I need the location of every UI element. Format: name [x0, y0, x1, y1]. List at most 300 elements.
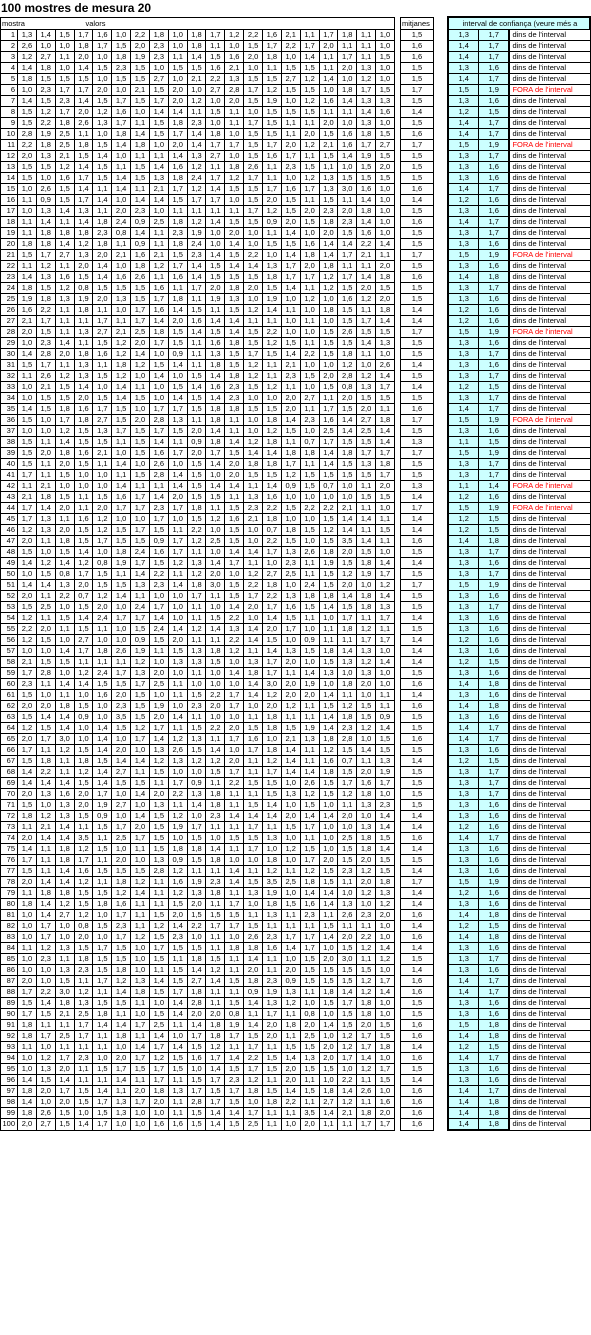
value-cell[interactable]: 1,0	[131, 371, 150, 382]
value-cell[interactable]: 1,2	[319, 283, 338, 294]
value-cell[interactable]: 1,0	[357, 899, 376, 910]
value-cell[interactable]: 2,2	[262, 503, 281, 514]
value-cell[interactable]: 1,0	[206, 239, 225, 250]
value-cell[interactable]: 1,0	[168, 591, 187, 602]
ci-upper-cell[interactable]: 1,6	[478, 998, 509, 1009]
value-cell[interactable]: 1,6	[187, 1053, 206, 1064]
value-cell[interactable]: 1,7	[376, 1119, 395, 1131]
value-cell[interactable]: 1,0	[112, 1119, 131, 1131]
value-cell[interactable]: 1,0	[168, 833, 187, 844]
value-cell[interactable]: 2,2	[262, 591, 281, 602]
value-cell[interactable]: 2,5	[149, 679, 168, 690]
value-cell[interactable]: 1,8	[93, 217, 112, 228]
value-cell[interactable]: 1,6	[206, 63, 225, 74]
value-cell[interactable]: 1,9	[168, 822, 187, 833]
value-cell[interactable]: 1,8	[262, 52, 281, 63]
value-cell[interactable]: 1,8	[112, 129, 131, 140]
ci-lower-cell[interactable]: 1,3	[448, 668, 478, 679]
value-cell[interactable]: 1,4	[262, 481, 281, 492]
value-cell[interactable]: 2,8	[18, 129, 37, 140]
value-cell[interactable]: 1,5	[18, 800, 37, 811]
ci-lower-cell[interactable]: 1,3	[448, 206, 478, 217]
value-cell[interactable]: 1,0	[18, 382, 37, 393]
value-cell[interactable]: 1,8	[300, 250, 319, 261]
value-cell[interactable]: 1,0	[319, 1075, 338, 1086]
value-cell[interactable]: 1,0	[36, 173, 55, 184]
value-cell[interactable]: 1,1	[74, 503, 93, 514]
value-cell[interactable]: 1,5	[225, 833, 244, 844]
sample-number-cell[interactable]: 98	[1, 1097, 18, 1108]
value-cell[interactable]: 1,7	[55, 1053, 74, 1064]
status-cell[interactable]: dins de l'interval	[509, 646, 590, 657]
value-cell[interactable]: 2,7	[262, 569, 281, 580]
value-cell[interactable]: 1,5	[338, 459, 357, 470]
value-cell[interactable]: 1,5	[18, 448, 37, 459]
value-cell[interactable]: 1,7	[36, 921, 55, 932]
value-cell[interactable]: 1,5	[376, 525, 395, 536]
value-cell[interactable]: 1,4	[149, 734, 168, 745]
value-cell[interactable]: 1,8	[187, 580, 206, 591]
value-cell[interactable]: 1,0	[281, 800, 300, 811]
value-cell[interactable]: 2,0	[244, 283, 263, 294]
value-cell[interactable]: 1,0	[206, 118, 225, 129]
value-cell[interactable]: 1,8	[262, 723, 281, 734]
value-cell[interactable]: 1,5	[262, 1053, 281, 1064]
sample-number-cell[interactable]: 22	[1, 261, 18, 272]
value-cell[interactable]: 1,3	[187, 789, 206, 800]
value-cell[interactable]: 1,5	[262, 283, 281, 294]
value-cell[interactable]: 1,5	[74, 899, 93, 910]
value-cell[interactable]: 1,4	[281, 349, 300, 360]
value-cell[interactable]: 1,1	[300, 1075, 319, 1086]
value-cell[interactable]: 1,0	[168, 30, 187, 41]
value-cell[interactable]: 1,4	[376, 371, 395, 382]
value-cell[interactable]: 2,0	[149, 789, 168, 800]
value-cell[interactable]: 1,5	[149, 635, 168, 646]
value-cell[interactable]: 1,8	[55, 888, 74, 899]
value-cell[interactable]: 1,8	[244, 976, 263, 987]
value-cell[interactable]: 2,3	[300, 910, 319, 921]
value-cell[interactable]: 1,4	[187, 140, 206, 151]
value-cell[interactable]: 1,4	[36, 503, 55, 514]
ci-lower-cell[interactable]: 1,3	[448, 30, 478, 41]
value-cell[interactable]: 1,5	[55, 74, 74, 85]
value-cell[interactable]: 1,7	[187, 822, 206, 833]
value-cell[interactable]: 1,4	[149, 1031, 168, 1042]
value-cell[interactable]: 1,5	[357, 492, 376, 503]
value-cell[interactable]: 2,0	[262, 1020, 281, 1031]
status-cell[interactable]: dins de l'interval	[509, 723, 590, 734]
value-cell[interactable]: 1,0	[93, 701, 112, 712]
value-cell[interactable]: 1,5	[168, 965, 187, 976]
value-cell[interactable]: 1,5	[149, 118, 168, 129]
value-cell[interactable]: 1,1	[281, 910, 300, 921]
value-cell[interactable]: 1,6	[149, 283, 168, 294]
value-cell[interactable]: 2,2	[225, 613, 244, 624]
value-cell[interactable]: 1,1	[112, 437, 131, 448]
value-cell[interactable]: 1,9	[131, 646, 150, 657]
value-cell[interactable]: 1,4	[225, 866, 244, 877]
status-cell[interactable]: dins de l'interval	[509, 162, 590, 173]
status-cell[interactable]: dins de l'interval	[509, 426, 590, 437]
status-cell[interactable]: FORA de l'interval	[509, 503, 590, 514]
value-cell[interactable]: 1,0	[225, 932, 244, 943]
value-cell[interactable]: 1,1	[300, 118, 319, 129]
status-cell[interactable]: dins de l'interval	[509, 657, 590, 668]
value-cell[interactable]: 1,7	[149, 943, 168, 954]
value-cell[interactable]: 1,1	[319, 393, 338, 404]
value-cell[interactable]: 2,5	[36, 602, 55, 613]
value-cell[interactable]: 1,2	[338, 360, 357, 371]
value-cell[interactable]: 1,1	[300, 338, 319, 349]
ci-upper-cell[interactable]: 1,6	[478, 800, 509, 811]
status-cell[interactable]: dins de l'interval	[509, 173, 590, 184]
value-cell[interactable]: 1,9	[357, 151, 376, 162]
value-cell[interactable]: 1,5	[376, 151, 395, 162]
value-cell[interactable]: 1,0	[74, 1108, 93, 1119]
ci-lower-cell[interactable]: 1,4	[448, 1053, 478, 1064]
value-cell[interactable]: 1,7	[168, 987, 187, 998]
value-cell[interactable]: 1,1	[319, 910, 338, 921]
sample-number-cell[interactable]: 47	[1, 536, 18, 547]
value-cell[interactable]: 1,1	[74, 822, 93, 833]
mean-cell[interactable]: 1,5	[400, 800, 433, 811]
ci-lower-cell[interactable]: 1,3	[448, 151, 478, 162]
value-cell[interactable]: 2,2	[18, 140, 37, 151]
sample-number-cell[interactable]: 39	[1, 448, 18, 459]
value-cell[interactable]: 3,0	[55, 987, 74, 998]
value-cell[interactable]: 1,7	[149, 1064, 168, 1075]
mean-cell[interactable]: 1,6	[400, 184, 433, 195]
value-cell[interactable]: 1,5	[149, 987, 168, 998]
value-cell[interactable]: 1,4	[376, 943, 395, 954]
value-cell[interactable]: 1,0	[244, 536, 263, 547]
value-cell[interactable]: 1,7	[338, 998, 357, 1009]
value-cell[interactable]: 2,3	[338, 217, 357, 228]
sample-number-cell[interactable]: 78	[1, 877, 18, 888]
value-cell[interactable]: 1,7	[149, 426, 168, 437]
status-cell[interactable]: dins de l'interval	[509, 899, 590, 910]
value-cell[interactable]: 1,3	[262, 910, 281, 921]
value-cell[interactable]: 1,2	[206, 1042, 225, 1053]
value-cell[interactable]: 1,1	[300, 569, 319, 580]
value-cell[interactable]: 1,5	[338, 943, 357, 954]
value-cell[interactable]: 2,1	[18, 316, 37, 327]
value-cell[interactable]: 1,2	[168, 811, 187, 822]
value-cell[interactable]: 0,9	[74, 712, 93, 723]
value-cell[interactable]: 1,6	[55, 272, 74, 283]
value-cell[interactable]: 1,0	[112, 305, 131, 316]
value-cell[interactable]: 1,5	[74, 272, 93, 283]
value-cell[interactable]: 2,7	[376, 140, 395, 151]
value-cell[interactable]: 2,8	[149, 415, 168, 426]
value-cell[interactable]: 1,0	[112, 844, 131, 855]
value-cell[interactable]: 1,4	[36, 877, 55, 888]
value-cell[interactable]: 2,0	[262, 195, 281, 206]
mean-cell[interactable]: 1,4	[400, 646, 433, 657]
value-cell[interactable]: 1,5	[93, 679, 112, 690]
value-cell[interactable]: 2,7	[206, 151, 225, 162]
value-cell[interactable]: 1,1	[225, 1042, 244, 1053]
value-cell[interactable]: 1,0	[187, 932, 206, 943]
sample-number-cell[interactable]: 55	[1, 624, 18, 635]
value-cell[interactable]: 0,9	[149, 536, 168, 547]
value-cell[interactable]: 2,0	[357, 855, 376, 866]
ci-upper-cell[interactable]: 1,6	[478, 360, 509, 371]
value-cell[interactable]: 1,2	[187, 536, 206, 547]
value-cell[interactable]: 1,0	[131, 800, 150, 811]
value-cell[interactable]: 1,8	[225, 338, 244, 349]
value-cell[interactable]: 0,9	[281, 976, 300, 987]
ci-lower-cell[interactable]: 1,4	[448, 536, 478, 547]
value-cell[interactable]: 2,0	[55, 503, 74, 514]
value-cell[interactable]: 1,1	[206, 503, 225, 514]
value-cell[interactable]: 1,4	[55, 866, 74, 877]
value-cell[interactable]: 2,3	[262, 932, 281, 943]
value-cell[interactable]: 2,0	[281, 1064, 300, 1075]
header-means[interactable]: mitjanes	[400, 17, 433, 30]
value-cell[interactable]: 1,0	[131, 514, 150, 525]
value-cell[interactable]: 1,0	[376, 228, 395, 239]
value-cell[interactable]: 1,5	[206, 954, 225, 965]
value-cell[interactable]: 1,4	[74, 679, 93, 690]
value-cell[interactable]: 1,0	[149, 206, 168, 217]
mean-cell[interactable]: 1,6	[400, 910, 433, 921]
value-cell[interactable]: 2,0	[18, 976, 37, 987]
value-cell[interactable]: 1,3	[225, 294, 244, 305]
value-cell[interactable]: 1,8	[357, 844, 376, 855]
value-cell[interactable]: 1,1	[319, 635, 338, 646]
value-cell[interactable]: 1,7	[357, 448, 376, 459]
status-cell[interactable]: dins de l'interval	[509, 52, 590, 63]
ci-lower-cell[interactable]: 1,3	[448, 1064, 478, 1075]
value-cell[interactable]: 1,1	[206, 987, 225, 998]
value-cell[interactable]: 1,1	[225, 789, 244, 800]
value-cell[interactable]: 1,8	[376, 305, 395, 316]
status-cell[interactable]: dins de l'interval	[509, 448, 590, 459]
value-cell[interactable]: 1,8	[18, 811, 37, 822]
value-cell[interactable]: 1,1	[36, 1020, 55, 1031]
value-cell[interactable]: 1,4	[376, 811, 395, 822]
value-cell[interactable]: 1,2	[187, 184, 206, 195]
value-cell[interactable]: 1,5	[74, 778, 93, 789]
value-cell[interactable]: 1,5	[18, 459, 37, 470]
status-cell[interactable]: dins de l'interval	[509, 63, 590, 74]
value-cell[interactable]: 1,4	[55, 723, 74, 734]
value-cell[interactable]: 1,4	[112, 459, 131, 470]
value-cell[interactable]: 1,5	[36, 74, 55, 85]
value-cell[interactable]: 1,2	[74, 767, 93, 778]
value-cell[interactable]: 1,2	[112, 349, 131, 360]
value-cell[interactable]: 1,9	[262, 96, 281, 107]
value-cell[interactable]: 1,1	[244, 481, 263, 492]
value-cell[interactable]: 1,8	[131, 987, 150, 998]
value-cell[interactable]: 1,5	[281, 206, 300, 217]
value-cell[interactable]: 1,1	[36, 437, 55, 448]
status-cell[interactable]: dins de l'interval	[509, 1064, 590, 1075]
value-cell[interactable]: 0,7	[74, 591, 93, 602]
mean-cell[interactable]: 1,4	[400, 195, 433, 206]
value-cell[interactable]: 2,0	[244, 965, 263, 976]
sample-number-cell[interactable]: 81	[1, 910, 18, 921]
value-cell[interactable]: 1,3	[168, 415, 187, 426]
value-cell[interactable]: 1,2	[244, 437, 263, 448]
value-cell[interactable]: 1,1	[18, 228, 37, 239]
value-cell[interactable]: 1,7	[74, 173, 93, 184]
value-cell[interactable]: 1,1	[206, 591, 225, 602]
value-cell[interactable]: 1,5	[319, 327, 338, 338]
value-cell[interactable]: 1,5	[338, 602, 357, 613]
value-cell[interactable]: 1,6	[149, 547, 168, 558]
ci-upper-cell[interactable]: 1,7	[478, 833, 509, 844]
value-cell[interactable]: 2,0	[319, 228, 338, 239]
value-cell[interactable]: 1,7	[281, 459, 300, 470]
value-cell[interactable]: 1,1	[300, 921, 319, 932]
mean-cell[interactable]: 1,5	[400, 426, 433, 437]
ci-lower-cell[interactable]: 1,3	[448, 800, 478, 811]
value-cell[interactable]: 1,8	[357, 789, 376, 800]
value-cell[interactable]: 1,5	[131, 712, 150, 723]
mean-cell[interactable]: 1,4	[400, 899, 433, 910]
value-cell[interactable]: 1,1	[131, 767, 150, 778]
value-cell[interactable]: 1,4	[262, 448, 281, 459]
value-cell[interactable]: 1,1	[376, 404, 395, 415]
value-cell[interactable]: 2,1	[149, 250, 168, 261]
ci-lower-cell[interactable]: 1,4	[448, 679, 478, 690]
value-cell[interactable]: 1,0	[18, 1053, 37, 1064]
value-cell[interactable]: 1,0	[18, 338, 37, 349]
ci-lower-cell[interactable]: 1,2	[448, 316, 478, 327]
value-cell[interactable]: 1,4	[55, 679, 74, 690]
value-cell[interactable]: 1,4	[225, 668, 244, 679]
value-cell[interactable]: 1,6	[74, 514, 93, 525]
value-cell[interactable]: 1,4	[206, 1064, 225, 1075]
ci-upper-cell[interactable]: 1,8	[478, 1097, 509, 1108]
value-cell[interactable]: 2,0	[357, 283, 376, 294]
value-cell[interactable]: 1,2	[357, 987, 376, 998]
value-cell[interactable]: 1,4	[225, 316, 244, 327]
value-cell[interactable]: 1,7	[281, 261, 300, 272]
value-cell[interactable]: 1,0	[206, 96, 225, 107]
value-cell[interactable]: 1,0	[338, 492, 357, 503]
value-cell[interactable]: 1,0	[281, 294, 300, 305]
value-cell[interactable]: 1,8	[206, 415, 225, 426]
sample-number-cell[interactable]: 14	[1, 173, 18, 184]
value-cell[interactable]: 2,0	[376, 1108, 395, 1119]
value-cell[interactable]: 1,3	[357, 822, 376, 833]
value-cell[interactable]: 1,0	[131, 954, 150, 965]
value-cell[interactable]: 1,1	[168, 569, 187, 580]
value-cell[interactable]: 1,4	[149, 107, 168, 118]
value-cell[interactable]: 1,0	[149, 690, 168, 701]
value-cell[interactable]: 1,2	[149, 921, 168, 932]
value-cell[interactable]: 1,7	[206, 1053, 225, 1064]
value-cell[interactable]: 1,5	[225, 525, 244, 536]
value-cell[interactable]: 1,0	[338, 118, 357, 129]
value-cell[interactable]: 1,0	[131, 1108, 150, 1119]
status-cell[interactable]: FORA de l'interval	[509, 415, 590, 426]
value-cell[interactable]: 1,5	[376, 855, 395, 866]
value-cell[interactable]: 1,0	[262, 844, 281, 855]
value-cell[interactable]: 2,3	[93, 228, 112, 239]
sample-number-cell[interactable]: 3	[1, 52, 18, 63]
value-cell[interactable]: 1,0	[93, 932, 112, 943]
value-cell[interactable]: 1,7	[93, 316, 112, 327]
value-cell[interactable]: 1,7	[55, 415, 74, 426]
value-cell[interactable]: 1,1	[281, 668, 300, 679]
value-cell[interactable]: 1,0	[376, 679, 395, 690]
value-cell[interactable]: 1,5	[74, 74, 93, 85]
mean-cell[interactable]: 1,5	[400, 547, 433, 558]
value-cell[interactable]: 1,7	[112, 910, 131, 921]
value-cell[interactable]: 2,7	[36, 52, 55, 63]
value-cell[interactable]: 1,5	[281, 613, 300, 624]
value-cell[interactable]: 1,4	[187, 261, 206, 272]
value-cell[interactable]: 2,8	[36, 349, 55, 360]
value-cell[interactable]: 1,5	[300, 1086, 319, 1097]
value-cell[interactable]: 1,0	[206, 833, 225, 844]
value-cell[interactable]: 2,0	[281, 217, 300, 228]
value-cell[interactable]: 2,0	[168, 140, 187, 151]
mean-cell[interactable]: 1,4	[400, 844, 433, 855]
value-cell[interactable]: 1,7	[225, 767, 244, 778]
value-cell[interactable]: 1,3	[131, 976, 150, 987]
value-cell[interactable]: 1,0	[376, 74, 395, 85]
value-cell[interactable]: 1,2	[149, 261, 168, 272]
value-cell[interactable]: 1,5	[357, 712, 376, 723]
value-cell[interactable]: 1,4	[319, 690, 338, 701]
value-cell[interactable]: 1,1	[18, 888, 37, 899]
value-cell[interactable]: 1,4	[36, 899, 55, 910]
value-cell[interactable]: 1,7	[376, 470, 395, 481]
status-cell[interactable]: FORA de l'interval	[509, 250, 590, 261]
ci-upper-cell[interactable]: 1,7	[478, 778, 509, 789]
sample-number-cell[interactable]: 42	[1, 481, 18, 492]
ci-upper-cell[interactable]: 1,9	[478, 415, 509, 426]
status-cell[interactable]: dins de l'interval	[509, 283, 590, 294]
value-cell[interactable]: 1,6	[55, 173, 74, 184]
value-cell[interactable]: 1,2	[74, 239, 93, 250]
value-cell[interactable]: 1,5	[244, 723, 263, 734]
value-cell[interactable]: 1,5	[338, 338, 357, 349]
value-cell[interactable]: 1,7	[244, 844, 263, 855]
value-cell[interactable]: 1,5	[149, 360, 168, 371]
value-cell[interactable]: 1,0	[55, 63, 74, 74]
value-cell[interactable]: 2,2	[357, 239, 376, 250]
value-cell[interactable]: 2,0	[376, 910, 395, 921]
value-cell[interactable]: 0,7	[262, 525, 281, 536]
sample-number-cell[interactable]: 26	[1, 305, 18, 316]
value-cell[interactable]: 3,0	[55, 734, 74, 745]
value-cell[interactable]: 1,7	[281, 272, 300, 283]
ci-lower-cell[interactable]: 1,3	[448, 558, 478, 569]
value-cell[interactable]: 1,5	[187, 305, 206, 316]
sample-number-cell[interactable]: 6	[1, 85, 18, 96]
value-cell[interactable]: 1,5	[244, 800, 263, 811]
value-cell[interactable]: 1,6	[112, 899, 131, 910]
value-cell[interactable]: 1,7	[93, 536, 112, 547]
value-cell[interactable]: 1,8	[55, 536, 74, 547]
value-cell[interactable]: 1,7	[300, 943, 319, 954]
value-cell[interactable]: 2,6	[338, 327, 357, 338]
mean-cell[interactable]: 1,4	[400, 657, 433, 668]
value-cell[interactable]: 1,5	[300, 800, 319, 811]
value-cell[interactable]: 1,3	[281, 987, 300, 998]
status-cell[interactable]: dins de l'interval	[509, 41, 590, 52]
value-cell[interactable]: 1,5	[225, 580, 244, 591]
value-cell[interactable]: 1,1	[112, 239, 131, 250]
value-cell[interactable]: 1,8	[74, 228, 93, 239]
